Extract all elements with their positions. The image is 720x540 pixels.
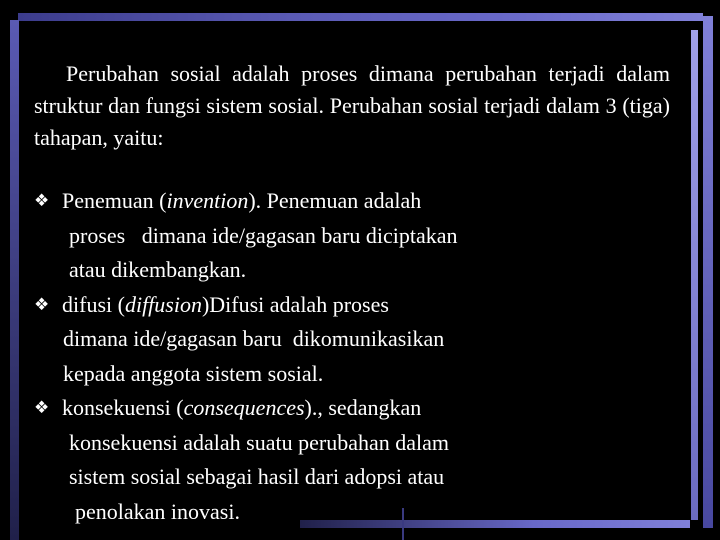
frame-left-bar <box>10 20 19 540</box>
bullet-list <box>34 184 670 529</box>
bullet-item-consequences <box>34 391 670 529</box>
intro-paragraph: Perubahan sosial adalah proses dimana perubahan terjadi dalam struktur dan fungsi sistem sosial. Perubahan sosial terjadi dalam 3 (tiga) tahapan, yaitu: <box>34 61 670 150</box>
bullet-heading: Penemuan (invention). Penemuan adalah <box>62 188 422 213</box>
bullet-line: sistem sosial sebagai hasil dari adopsi atau <box>69 464 445 489</box>
bullet-line: dimana ide/gagasan baru dikomunikasikan <box>63 326 445 351</box>
four-diamond-bullet-icon: ❖ <box>34 294 50 314</box>
slide-content <box>34 58 670 529</box>
frame-top-bar <box>18 13 703 21</box>
bullet-heading: difusi (diffusion)Difusi adalah proses <box>62 291 389 317</box>
bullet-item-diffusion <box>34 288 670 392</box>
frame-right-bar <box>703 16 713 528</box>
bullet-heading: konsekuensi (consequences)., sedangkan <box>62 395 422 420</box>
bullet-line: atau dikembangkan. <box>69 257 247 282</box>
four-diamond-bullet-icon: ❖ <box>34 398 50 417</box>
bullet-line: proses dimana ide/gagasan baru diciptakan <box>69 222 458 248</box>
frame-right-inner-bar <box>691 30 698 520</box>
bullet-item-invention <box>34 184 670 288</box>
bullet-line: kepada anggota sistem sosial. <box>63 360 324 386</box>
four-diamond-bullet-icon: ❖ <box>34 191 50 210</box>
bullet-line: penolakan inovasi. <box>75 498 240 524</box>
bullet-line: konsekuensi adalah suatu perubahan dalam <box>69 429 449 455</box>
